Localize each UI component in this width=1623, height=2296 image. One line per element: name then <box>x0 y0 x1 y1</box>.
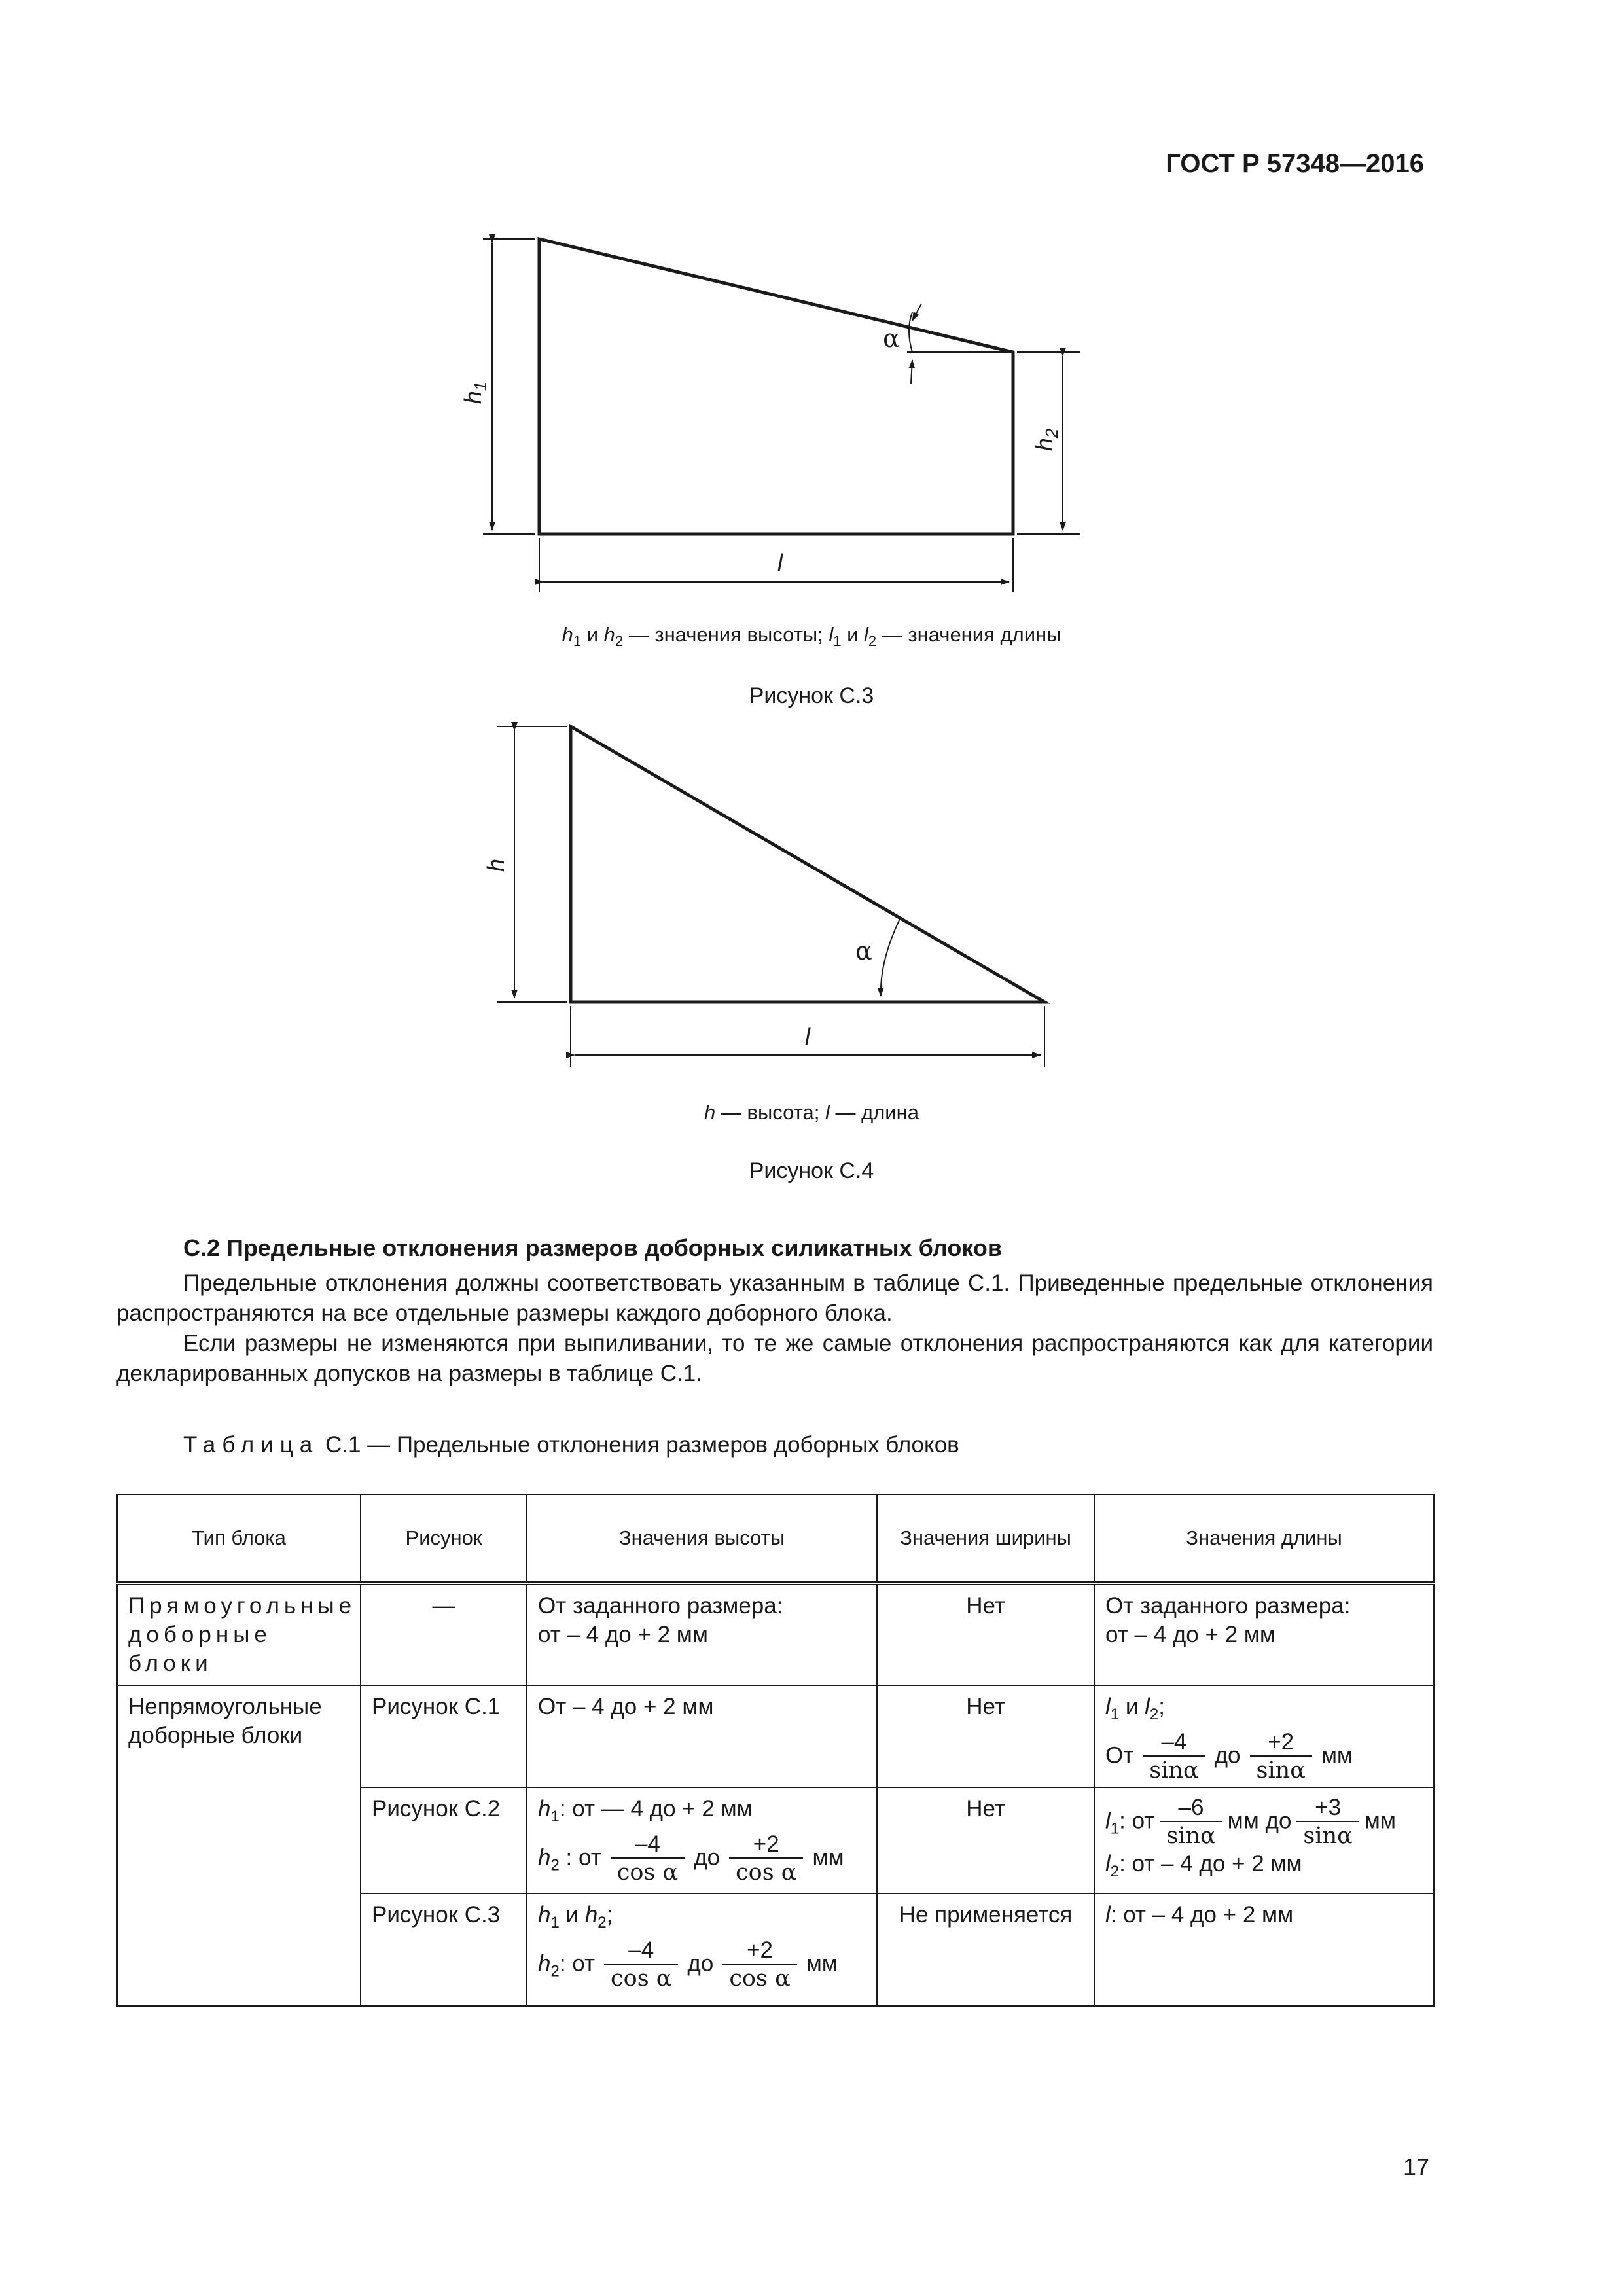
cell-length-c2 <box>1094 1787 1434 1893</box>
header-block-type: Тип блока <box>117 1494 361 1583</box>
fraction-num: +2 <box>729 1831 803 1859</box>
h2-sub: 2 <box>550 1962 560 1981</box>
legend-l2: l <box>864 623 868 646</box>
fraction-num: +3 <box>1296 1795 1359 1822</box>
unit-text: мм <box>812 1844 844 1871</box>
unit-text: мм <box>1364 1808 1396 1834</box>
fraction-den: cos α <box>611 1965 672 1992</box>
alpha-label-c3: α <box>883 324 900 353</box>
from-text: : от <box>559 1844 601 1871</box>
height-rect-line2: от – 4 до + 2 мм <box>538 1622 708 1647</box>
and-text: и <box>559 1902 585 1928</box>
height-rect-line1: От заданного размера: <box>538 1593 783 1619</box>
semicolon: ; <box>606 1902 613 1928</box>
fraction-minus4-cos <box>611 1831 685 1886</box>
length-rect-line1: От заданного размера: <box>1105 1593 1351 1619</box>
fraction-plus3-sin <box>1296 1795 1359 1850</box>
from-text: : от <box>559 1950 596 1977</box>
and-text: и <box>1119 1694 1145 1719</box>
h2-var: h <box>584 1902 598 1928</box>
fraction-num: +2 <box>722 1937 796 1965</box>
alpha-label-c4: α <box>855 937 872 965</box>
cell-type-rect: Прямоугольные доборные блоки <box>117 1583 361 1685</box>
fraction-den: cos α <box>616 1859 679 1886</box>
cell-height-c1: От – 4 до + 2 мм <box>527 1685 877 1787</box>
fraction-den: cos α <box>729 1965 791 1992</box>
section-title: С.2 Предельные отклонения размеров доборных силикатных блоков <box>183 1234 1003 1261</box>
l2-range: : от – 4 до + 2 мм <box>1119 1851 1302 1876</box>
fraction-minus4-sin <box>1143 1729 1205 1784</box>
legend-text-length-c4: — длина <box>829 1101 919 1124</box>
cell-height-rect <box>527 1583 877 1685</box>
fraction-num: –6 <box>1160 1795 1222 1822</box>
table-caption-rest: С.1 — Предельные отклонения размеров доборных блоков <box>319 1432 959 1458</box>
to-text: до <box>687 1950 714 1977</box>
legend-h2-sub: 2 <box>615 633 624 650</box>
table-row <box>117 1685 1434 1787</box>
legend-and-2: и <box>841 623 865 646</box>
l-label-c4: l <box>805 1023 810 1050</box>
l-range: : от – 4 до + 2 мм <box>1110 1902 1294 1928</box>
fraction-num: +2 <box>1250 1729 1312 1757</box>
l1-var: l <box>1105 1808 1111 1834</box>
from-text: От <box>1105 1742 1134 1768</box>
l2-sub: 2 <box>1110 1863 1120 1880</box>
h2-sub: 2 <box>550 1856 560 1874</box>
paragraph-2 <box>116 1329 1433 1389</box>
h2-var: h <box>538 1844 551 1871</box>
cell-width-c3: Не применяется <box>877 1893 1094 2006</box>
fraction-den: sinα <box>1149 1757 1199 1784</box>
l2-sub: 2 <box>1149 1706 1159 1723</box>
figure-c4-drawing <box>0 0 1623 1113</box>
header-height: Значения высоты <box>527 1494 877 1583</box>
l-label: l <box>777 549 783 576</box>
length-rect-line2: от – 4 до + 2 мм <box>1105 1622 1275 1647</box>
legend-and: и <box>581 623 604 646</box>
standard-designation: ГОСТ Р 57348—2016 <box>1166 149 1424 178</box>
paragraph-2-text: Если размеры не изменяются при выпиливании, то те же самые отклонения распространяются как для категории декларированных допусков на размеры в таблице С.1. <box>116 1331 1433 1386</box>
from-text: : от <box>1119 1808 1155 1834</box>
h1-var: h <box>538 1902 551 1928</box>
fraction-den: sinα <box>1166 1823 1216 1849</box>
l1-sub: 1 <box>1110 1706 1120 1723</box>
legend-h2: h <box>603 623 615 646</box>
legend-h1-sub: 1 <box>573 633 582 650</box>
unit-text: мм <box>806 1950 838 1977</box>
table-caption <box>183 1432 959 1458</box>
fraction-plus2-cos <box>729 1831 803 1886</box>
to-text: до <box>1214 1742 1241 1768</box>
cell-figure-c1: Рисунок С.1 <box>361 1685 527 1787</box>
fraction-den: sinα <box>1303 1823 1353 1849</box>
fraction-num: –4 <box>604 1937 678 1965</box>
legend-text-height: — значения высоты; <box>623 623 829 646</box>
legend-l: l <box>825 1101 830 1124</box>
table-c1 <box>116 1494 1435 2007</box>
cell-length-c1 <box>1094 1685 1434 1787</box>
l2-var: l <box>1145 1694 1150 1719</box>
legend-l1-sub: 1 <box>833 633 842 650</box>
figure-c4-legend <box>0 1101 1623 1124</box>
triangle-shape <box>571 726 1044 1002</box>
legend-text-length: — значения длины <box>876 623 1061 646</box>
legend-text-height-c4: — высота; <box>715 1101 825 1124</box>
l-var: l <box>1105 1902 1111 1928</box>
table-caption-word: Таблица <box>183 1432 319 1458</box>
cell-height-c3 <box>527 1893 877 2006</box>
paragraph-1 <box>116 1268 1433 1329</box>
h1-sub: 1 <box>550 1914 560 1931</box>
header-width: Значения ширины <box>877 1494 1094 1583</box>
to-text: мм до <box>1227 1808 1292 1834</box>
figure-c4-caption: Рисунок С.4 <box>749 1158 874 1183</box>
h2-label-sub: 2 <box>1042 428 1061 439</box>
legend-h: h <box>704 1101 716 1124</box>
cell-width-c2: Нет <box>877 1787 1094 1893</box>
fraction-minus6-sin <box>1160 1795 1222 1850</box>
l2-var: l <box>1105 1851 1111 1876</box>
h2-label: h <box>1031 438 1058 452</box>
cell-length-rect <box>1094 1583 1434 1685</box>
to-text: до <box>694 1844 721 1871</box>
legend-l2-sub: 2 <box>868 633 877 650</box>
cell-type-nonrect: Непрямоугольные доборные блоки <box>117 1685 361 2006</box>
cell-length-c3 <box>1094 1893 1434 2006</box>
h1-var: h <box>538 1796 551 1821</box>
l1-var: l <box>1105 1694 1111 1719</box>
table-row <box>117 1583 1434 1685</box>
table-header-row <box>117 1494 1434 1583</box>
paragraph-1-text: Предельные отклонения должны соответствовать указанным в таблице С.1. Приведенные предельные отклонения распространяются на все отдельные размеры каждого доборного блока. <box>116 1270 1433 1326</box>
figure-c3-caption: Рисунок С.3 <box>749 683 874 708</box>
header-length: Значения длины <box>1094 1494 1434 1583</box>
unit-text: мм <box>1321 1742 1353 1768</box>
semicolon: ; <box>1158 1694 1166 1719</box>
fraction-den: sinα <box>1256 1757 1306 1784</box>
legend-h1: h <box>562 623 573 646</box>
h1-sub: 1 <box>550 1808 560 1825</box>
h2-var: h <box>538 1950 551 1977</box>
fraction-minus4-cos <box>604 1937 678 1992</box>
cell-figure-c3: Рисунок С.3 <box>361 1893 527 2006</box>
h1-label: h <box>459 391 486 404</box>
page-number: 17 <box>1402 2153 1429 2180</box>
header-figure: Рисунок <box>361 1494 527 1583</box>
fraction-plus2-sin <box>1250 1729 1312 1784</box>
cell-figure-c2: Рисунок С.2 <box>361 1787 527 1893</box>
h1-range: : от — 4 до + 2 мм <box>559 1796 753 1821</box>
cell-width-rect: Нет <box>877 1583 1094 1685</box>
legend-l1: l <box>829 623 834 646</box>
h2-sub: 2 <box>597 1914 607 1931</box>
cell-width-c1: Нет <box>877 1685 1094 1787</box>
l1-sub: 1 <box>1110 1820 1120 1838</box>
cell-figure-dash: — <box>361 1583 527 1685</box>
fraction-plus2-cos <box>722 1937 796 1992</box>
h1-label-sub: 1 <box>471 381 490 391</box>
h-label: h <box>482 858 509 872</box>
fraction-num: –4 <box>1143 1729 1205 1757</box>
cell-height-c2 <box>527 1787 877 1893</box>
fraction-num: –4 <box>611 1831 685 1859</box>
fraction-den: cos α <box>736 1859 797 1886</box>
